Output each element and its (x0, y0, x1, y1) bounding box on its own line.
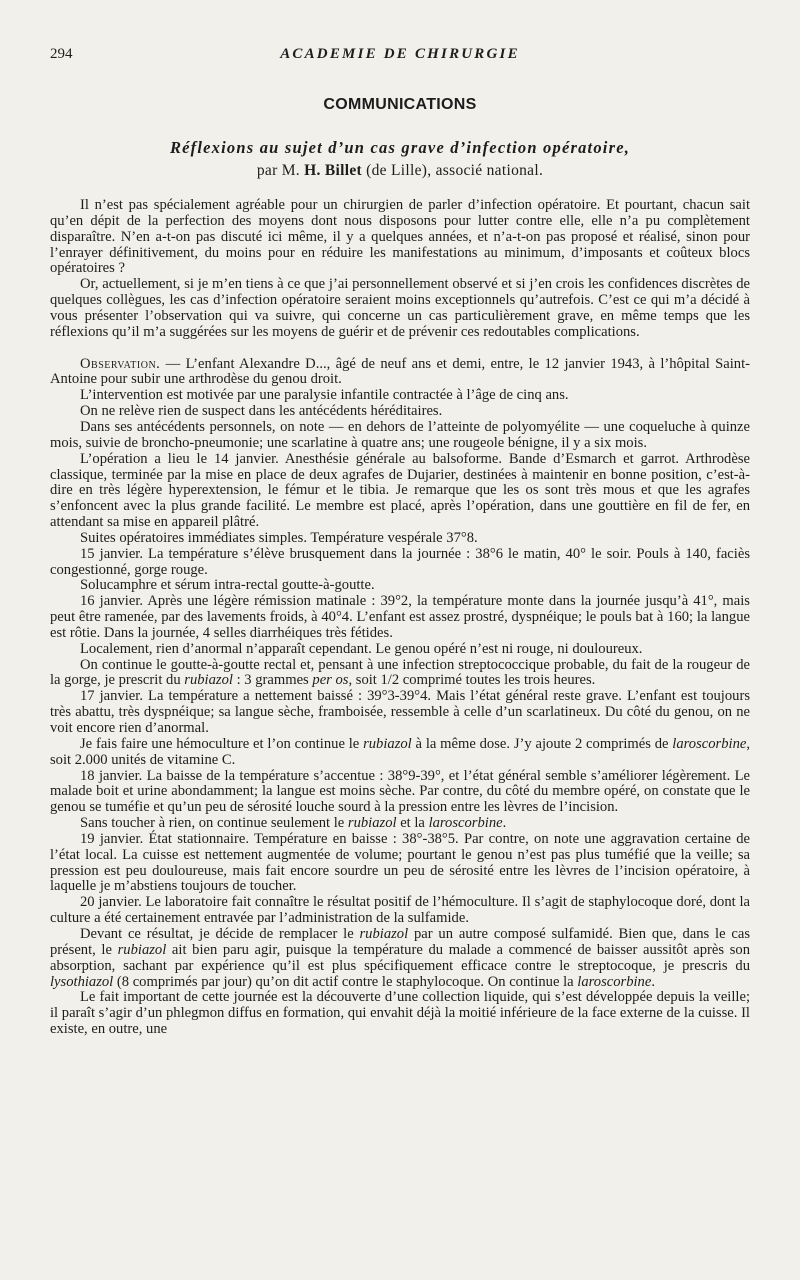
drug-name: laroscorbine (672, 735, 747, 752)
text-run: . (502, 815, 507, 832)
text-run: , soit 1/2 comprimé toutes les trois heures. (348, 672, 596, 689)
text-run: : 3 grammes (232, 672, 313, 689)
author-name: H. Billet (304, 162, 362, 179)
paragraph: Or, actuellement, si je m’en tiens à ce que j’ai personnellement observé et si j’en crois les confidences discrètes de quelques collègues, les cas d’infection opératoire seraient moins exceptionnels qu’autrefois. C’est ce qui m’a décidé à vous présenter l’observation qui va suivre, qui concerne un cas particulièrement grave, en même temps que les réflexions qu’il m’a suggérées sur les moyens de guérir et de prévenir ces redoutables complications. (50, 276, 750, 340)
latin-term: per os (312, 672, 349, 689)
journal-title: ACADEMIE DE CHIRURGIE (280, 46, 520, 62)
paragraph (50, 927, 750, 990)
drug-name: rubiazol (363, 735, 412, 752)
text-run: et la (396, 815, 429, 832)
section-title: COMMUNICATIONS (323, 96, 477, 113)
paragraph: 19 janvier. État stationnaire. Température en baisse : 38°-38°5. Par contre, on note une aggravation certaine de l’état local. La cuisse est nettement augmentée de volume; pourtant le genou n’est pas plus tuméfié que la veille; sa pression est peu douloureuse, mais fait encore sourdre un peu de sérosité entre les lèvres de l’incision opératoire, à laquelle je m’abstiens toujours de toucher. (50, 830, 750, 895)
text-run: à la même dose. J’y ajoute 2 comprimés de (411, 735, 673, 752)
paragraph: L’intervention est motivée par une paralysie infantile contractée à l’âge de cinq ans. (80, 387, 569, 404)
drug-name: laroscorbine (428, 815, 503, 832)
text-run: , soit 2.000 unités de vitamine C. (50, 735, 750, 768)
paragraph: Dans ses antécédents personnels, on note — en dehors de l’atteinte de polyomyélite — une coqueluche à quinze mois, suivie de broncho-pneumonie; une scarlatine à quatre ans; une rougeole bénigne, il y a six mois. (50, 418, 750, 451)
text-run: ait bien paru agir, puisque la température du malade a commencé de baisser aussitôt après son absorption, sachant par expérience qu’il est plus spécifiquement efficace contre le streptocoque, je prescris du (50, 941, 750, 974)
observation-paragraph (50, 357, 750, 389)
text-run: Je fais faire une hémoculture et l’on continue le (80, 735, 364, 752)
paragraph: 16 janvier. Après une légère rémission matinale : 39°2, la température monte dans la journée jusqu’à 41°, mais peut être ramenée, par des lavements froids, à 40°4. L’enfant est assez prostré, dyspnéique; le pouls bat à 160; la langue est rôtie. Dans la journée, 4 selles diarrhéiques très fétides. (50, 593, 750, 641)
paragraph: Le fait important de cette journée est la découverte d’une collection liquide, qui s’est développée depuis la veille; il paraît s’agir d’un phlegmon diffus en formation, qui envahit déjà la moitié inférieure de la face externe de la cuisse. Il existe, en outre, une (50, 989, 750, 1038)
paragraph: Suites opératoires immédiates simples. Température vespérale 37°8. (80, 529, 478, 546)
byline (0, 162, 800, 180)
running-head (50, 46, 750, 68)
paragraph (50, 658, 750, 690)
paragraph: Solucamphre et sérum intra-rectal goutte-à-goutte. (80, 577, 375, 594)
text-run: . (651, 973, 655, 990)
article-title: Réflexions au sujet d’un cas grave d’infection opératoire, (169, 138, 631, 157)
paragraph: 17 janvier. La température a nettement baissé : 39°3-39°4. Mais l’état général reste grave. L’enfant est toujours très abattu, très dyspnéique; sa langue sèche, framboisée, ressemble à celle d’un scarlatineux. Du côté du genou, on ne voit encore rien d’anormal. (50, 688, 750, 736)
paragraph (50, 737, 750, 769)
text-run: (8 comprimés par jour) qu’on dit actif contre le staphylocoque. On continue la (113, 973, 578, 990)
text-run: par un autre composé sulfamidé. Bien que, dans le cas présent, le (50, 925, 750, 958)
observation-text: — L’enfant Alexandre D..., âgé de neuf ans et demi, entre, le 12 janvier 1943, à l’hôpital Saint-Antoine pour subir une arthrodèse du genou droit. (50, 355, 750, 388)
drug-name: laroscorbine (577, 973, 652, 990)
paragraph: Localement, rien d’anormal n’apparaît cependant. Le genou opéré n’est ni rouge, ni douloureux. (80, 640, 643, 657)
drug-name: rubiazol (359, 925, 409, 942)
paragraph: 18 janvier. La baisse de la température s’accentue : 38°9-39°, et l’état général semble s’améliorer légèrement. Le malade boit et urine abondamment; la langue est moins sèche. Par contre, du côté du membre opéré, on constate que le genou se tuméfie et qu’un peu de sérosité louche sourd à la pression entre les lèvres de l’incision. (50, 767, 750, 816)
text-run: On continue le goutte-à-goutte rectal et, pensant à une infection streptococcique probable, du fait de la rougeur de la gorge, je prescrit du (50, 656, 750, 689)
paragraph: 20 janvier. Le laboratoire fait connaître le résultat positif de l’hémoculture. Il s’agit de staphylocoque doré, dont la culture a été certainement entravée par l’administration de la sulfamide. (50, 894, 750, 927)
drug-name: rubiazol (184, 672, 233, 689)
drug-name: lysothiazol (50, 973, 114, 990)
paragraph: 15 janvier. La température s’élève brusquement dans la journée : 38°6 le matin, 40° le soir. Pouls à 140, faciès congestionné, gorge rouge. (50, 545, 750, 578)
paragraph (50, 816, 750, 832)
byline-suffix: (de Lille), associé national. (366, 162, 544, 179)
drug-name: rubiazol (117, 941, 167, 958)
text-run: Devant ce résultat, je décide de remplacer le (80, 925, 360, 942)
byline-prefix: par M. (256, 162, 300, 179)
article-body (50, 198, 750, 1038)
paragraph: L’opération a lieu le 14 janvier. Anesthésie générale au balsoforme. Bande d’Esmarch et garrot. Arthrodèse classique, terminée par la mise en place de deux agrafes de Dujarier, destinées à maintenir en bonne position, c’est-à-dire en très légère hyperextension, le fémur et le tibia. Je remarque que les os sont très mous et que les agrafes s’enfoncent avec la plus grande facilité. Le membre est placé, après l’opération, dans une gouttière en fil de fer, en attendant sa mise en appareil plâtré. (50, 450, 750, 531)
drug-name: rubiazol (347, 815, 397, 832)
page-number: 294 (50, 46, 73, 62)
observation-label: Observation. (80, 355, 161, 372)
paragraph: Il n’est pas spécialement agréable pour un chirurgien de parler d’infection opératoire. Et pourtant, chacun sait qu’en dépit de la perfection des moyens dont nous disposons pour lutter contre elle, elle n’a pu complètement disparaître. N’en a-t-on pas discuté ici même, il y a quelques années, et n’a-t-on pas proposé et réalisé, sinon pour l’enrayer définitivement, du moins pour en réduire les manifestations au minimum, d’imposants et coûteux blocs opératoires ? (50, 197, 750, 277)
paragraph: On ne relève rien de suspect dans les antécédents héréditaires. (80, 403, 443, 420)
text-run: Sans toucher à rien, on continue seulement le (80, 815, 348, 832)
